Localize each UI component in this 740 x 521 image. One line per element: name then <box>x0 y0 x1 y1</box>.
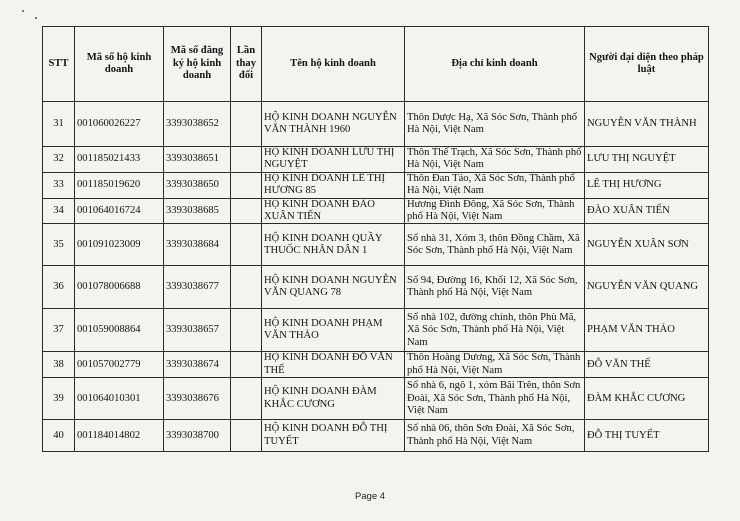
cell-business-address: Số nhà 102, đường chính, thôn Phù Mã, Xã Sóc Sơn, Thành phố Hà Nội, Việt Nam <box>405 309 585 352</box>
cell-business-name: HỘ KINH DOANH ĐÀM KHẮC CƯƠNG <box>262 378 405 420</box>
cell-business-code: 001091023009 <box>75 224 164 266</box>
header-business-code: Mã số hộ kinh doanh <box>75 27 164 102</box>
cell-stt: 40 <box>43 420 75 452</box>
table-row <box>43 352 709 378</box>
cell-business-address: Thôn Hoàng Dương, Xã Sóc Sơn, Thành phố Hà Nội, Việt Nam <box>405 352 585 378</box>
cell-registration-code: 3393038677 <box>164 266 231 309</box>
cell-business-address: Số nhà 06, thôn Sơn Đoài, Xã Sóc Sơn, Thành phố Hà Nội, Việt Nam <box>405 420 585 452</box>
page-number: Page 4 <box>354 491 386 502</box>
cell-stt: 34 <box>43 198 75 224</box>
cell-business-name: HỘ KINH DOANH LƯU THỊ NGUYỆT <box>262 147 405 173</box>
table-row <box>43 198 709 224</box>
cell-business-name: HỘ KINH DOANH NGUYỄN VĂN THÀNH 1960 <box>262 102 405 147</box>
cell-business-address: Thôn Thế Trạch, Xã Sóc Sơn, Thành phố Hà Nội, Việt Nam <box>405 147 585 173</box>
cell-business-code: 001059008864 <box>75 309 164 352</box>
cell-stt: 36 <box>43 266 75 309</box>
cell-registration-code: 3393038685 <box>164 198 231 224</box>
cell-business-address: Thôn Đan Tảo, Xã Sóc Sơn, Thành phố Hà Nội, Việt Nam <box>405 172 585 198</box>
cell-business-name: HỘ KINH DOANH QUẦY THUỐC NHÂN DÂN 1 <box>262 224 405 266</box>
header-business-name: Tên hộ kinh doanh <box>262 27 405 102</box>
cell-business-code: 001057002779 <box>75 352 164 378</box>
cell-business-name: HỘ KINH DOANH ĐỖ VĂN THẾ <box>262 352 405 378</box>
header-legal-representative: Người đại diện theo pháp luật <box>585 27 709 102</box>
cell-business-name: HỘ KINH DOANH ĐỖ THỊ TUYẾT <box>262 420 405 452</box>
table-row <box>43 378 709 420</box>
cell-stt: 32 <box>43 147 75 173</box>
cell-change-count <box>231 102 262 147</box>
cell-registration-code: 3393038676 <box>164 378 231 420</box>
cell-registration-code: 3393038674 <box>164 352 231 378</box>
cell-business-code: 001184014802 <box>75 420 164 452</box>
cell-registration-code: 3393038651 <box>164 147 231 173</box>
cell-change-count <box>231 147 262 173</box>
cell-change-count <box>231 224 262 266</box>
table-header-row <box>43 27 709 102</box>
cell-change-count <box>231 420 262 452</box>
cell-change-count <box>231 266 262 309</box>
table-row <box>43 172 709 198</box>
header-business-address: Địa chỉ kinh doanh <box>405 27 585 102</box>
header-change-count: Lần thay đổi <box>231 27 262 102</box>
cell-business-name: HỘ KINH DOANH PHẠM VĂN THẢO <box>262 309 405 352</box>
cell-business-code: 001185019620 <box>75 172 164 198</box>
cell-legal-representative: NGUYỄN VĂN QUANG <box>585 266 709 309</box>
cell-legal-representative: NGUYỄN XUÂN SƠN <box>585 224 709 266</box>
table-row <box>43 266 709 309</box>
cell-stt: 38 <box>43 352 75 378</box>
cell-registration-code: 3393038657 <box>164 309 231 352</box>
cell-business-name: HỘ KINH DOANH NGUYỄN VĂN QUANG 78 <box>262 266 405 309</box>
cell-business-name: HỘ KINH DOANH LÊ THỊ HƯƠNG 85 <box>262 172 405 198</box>
cell-change-count <box>231 198 262 224</box>
table-row <box>43 309 709 352</box>
cell-legal-representative: ĐÀO XUÂN TIẾN <box>585 198 709 224</box>
cell-business-address: Số 94, Đường 16, Khối 12, Xã Sóc Sơn, Thành phố Hà Nội, Việt Nam <box>405 266 585 309</box>
table-row <box>43 102 709 147</box>
cell-change-count <box>231 309 262 352</box>
cell-registration-code: 3393038652 <box>164 102 231 147</box>
table-row <box>43 147 709 173</box>
cell-business-address: Thôn Dược Hạ, Xã Sóc Sơn, Thành phố Hà Nội, Việt Nam <box>405 102 585 147</box>
table-row <box>43 224 709 266</box>
cell-change-count <box>231 378 262 420</box>
cell-business-address: Số nhà 6, ngõ 1, xóm Bãi Trên, thôn Sơn Đoài, Xã Sóc Sơn, Thành phố Hà Nội, Việt Nam <box>405 378 585 420</box>
cell-registration-code: 3393038700 <box>164 420 231 452</box>
table-body <box>43 102 709 452</box>
cell-legal-representative: LÊ THỊ HƯƠNG <box>585 172 709 198</box>
scan-speck <box>35 17 37 19</box>
cell-stt: 39 <box>43 378 75 420</box>
cell-business-code: 001064016724 <box>75 198 164 224</box>
scan-speck <box>22 10 24 12</box>
cell-stt: 33 <box>43 172 75 198</box>
cell-business-address: Hương Đình Đông, Xã Sóc Sơn, Thành phố Hà Nội, Việt Nam <box>405 198 585 224</box>
cell-business-code: 001078006688 <box>75 266 164 309</box>
cell-stt: 37 <box>43 309 75 352</box>
cell-stt: 35 <box>43 224 75 266</box>
cell-change-count <box>231 172 262 198</box>
cell-stt: 31 <box>43 102 75 147</box>
cell-business-code: 001064010301 <box>75 378 164 420</box>
cell-registration-code: 3393038684 <box>164 224 231 266</box>
cell-change-count <box>231 352 262 378</box>
business-registry-table <box>42 26 709 452</box>
cell-legal-representative: NGUYỄN VĂN THÀNH <box>585 102 709 147</box>
cell-registration-code: 3393038650 <box>164 172 231 198</box>
cell-business-code: 001185021433 <box>75 147 164 173</box>
header-registration-code: Mã số đăng ký hộ kinh doanh <box>164 27 231 102</box>
cell-legal-representative: ĐÀM KHẮC CƯƠNG <box>585 378 709 420</box>
cell-legal-representative: ĐỖ THỊ TUYẾT <box>585 420 709 452</box>
cell-legal-representative: PHẠM VĂN THẢO <box>585 309 709 352</box>
cell-business-address: Số nhà 31, Xóm 3, thôn Đồng Chầm, Xã Sóc Sơn, Thành phố Hà Nội, Việt Nam <box>405 224 585 266</box>
cell-business-code: 001060026227 <box>75 102 164 147</box>
header-stt: STT <box>43 27 75 102</box>
cell-legal-representative: ĐỖ VĂN THẾ <box>585 352 709 378</box>
cell-business-name: HỘ KINH DOANH ĐÀO XUÂN TIẾN <box>262 198 405 224</box>
table-row <box>43 420 709 452</box>
cell-legal-representative: LƯU THỊ NGUYỆT <box>585 147 709 173</box>
